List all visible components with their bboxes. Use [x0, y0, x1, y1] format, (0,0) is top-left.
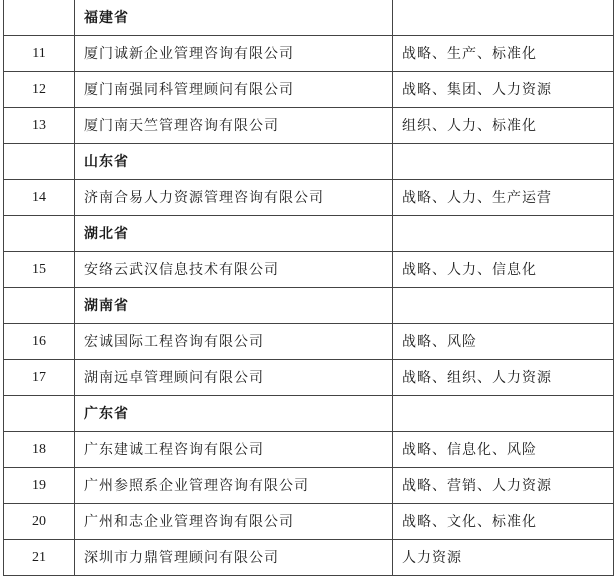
province-field-cell: [393, 396, 614, 432]
province-num-cell: [4, 144, 75, 180]
table-row: [4, 36, 614, 72]
province-row-fujian: [4, 0, 614, 36]
row-number: 14: [4, 180, 75, 216]
company-name: 安络云武汉信息技术有限公司: [75, 252, 393, 288]
row-number: 16: [4, 324, 75, 360]
row-number: 21: [4, 540, 75, 576]
table-row: [4, 108, 614, 144]
table-row: [4, 504, 614, 540]
province-name: 湖南省: [75, 288, 393, 324]
company-name: 厦门南强同科管理顾问有限公司: [75, 72, 393, 108]
table-row: [4, 72, 614, 108]
business-field: 战略、集团、人力资源: [393, 72, 614, 108]
company-name: 厦门南天竺管理咨询有限公司: [75, 108, 393, 144]
province-num-cell: [4, 0, 75, 36]
row-number: 12: [4, 72, 75, 108]
company-name: 济南合易人力资源管理咨询有限公司: [75, 180, 393, 216]
company-name: 厦门诚新企业管理咨询有限公司: [75, 36, 393, 72]
business-field: 人力资源: [393, 540, 614, 576]
table-row: [4, 252, 614, 288]
province-num-cell: [4, 288, 75, 324]
row-number: 18: [4, 432, 75, 468]
row-number: 17: [4, 360, 75, 396]
company-name: 广州和志企业管理咨询有限公司: [75, 504, 393, 540]
consulting-firms-table: [3, 0, 614, 576]
business-field: 战略、生产、标准化: [393, 36, 614, 72]
business-field: 组织、人力、标准化: [393, 108, 614, 144]
province-row-guangdong: [4, 396, 614, 432]
row-number: 20: [4, 504, 75, 540]
company-name: 湖南远卓管理顾问有限公司: [75, 360, 393, 396]
table-row: [4, 180, 614, 216]
province-name: 湖北省: [75, 216, 393, 252]
row-number: 15: [4, 252, 75, 288]
business-field: 战略、文化、标准化: [393, 504, 614, 540]
province-field-cell: [393, 288, 614, 324]
province-row-hunan: [4, 288, 614, 324]
company-name: 广州参照系企业管理咨询有限公司: [75, 468, 393, 504]
province-num-cell: [4, 216, 75, 252]
province-name: 山东省: [75, 144, 393, 180]
province-field-cell: [393, 216, 614, 252]
row-number: 19: [4, 468, 75, 504]
row-number: 11: [4, 36, 75, 72]
business-field: 战略、组织、人力资源: [393, 360, 614, 396]
company-name: 深圳市力鼎管理顾问有限公司: [75, 540, 393, 576]
table-row: [4, 468, 614, 504]
province-name: 广东省: [75, 396, 393, 432]
company-name: 宏诚国际工程咨询有限公司: [75, 324, 393, 360]
province-row-hubei: [4, 216, 614, 252]
business-field: 战略、营销、人力资源: [393, 468, 614, 504]
business-field: 战略、人力、信息化: [393, 252, 614, 288]
province-field-cell: [393, 144, 614, 180]
company-name: 广东建诚工程咨询有限公司: [75, 432, 393, 468]
table-row: [4, 432, 614, 468]
table-row: [4, 360, 614, 396]
province-field-cell: [393, 0, 614, 36]
business-field: 战略、风险: [393, 324, 614, 360]
business-field: 战略、人力、生产运营: [393, 180, 614, 216]
province-name: 福建省: [75, 0, 393, 36]
business-field: 战略、信息化、风险: [393, 432, 614, 468]
province-num-cell: [4, 396, 75, 432]
table-row: [4, 540, 614, 576]
table-row: [4, 324, 614, 360]
province-row-shandong: [4, 144, 614, 180]
row-number: 13: [4, 108, 75, 144]
